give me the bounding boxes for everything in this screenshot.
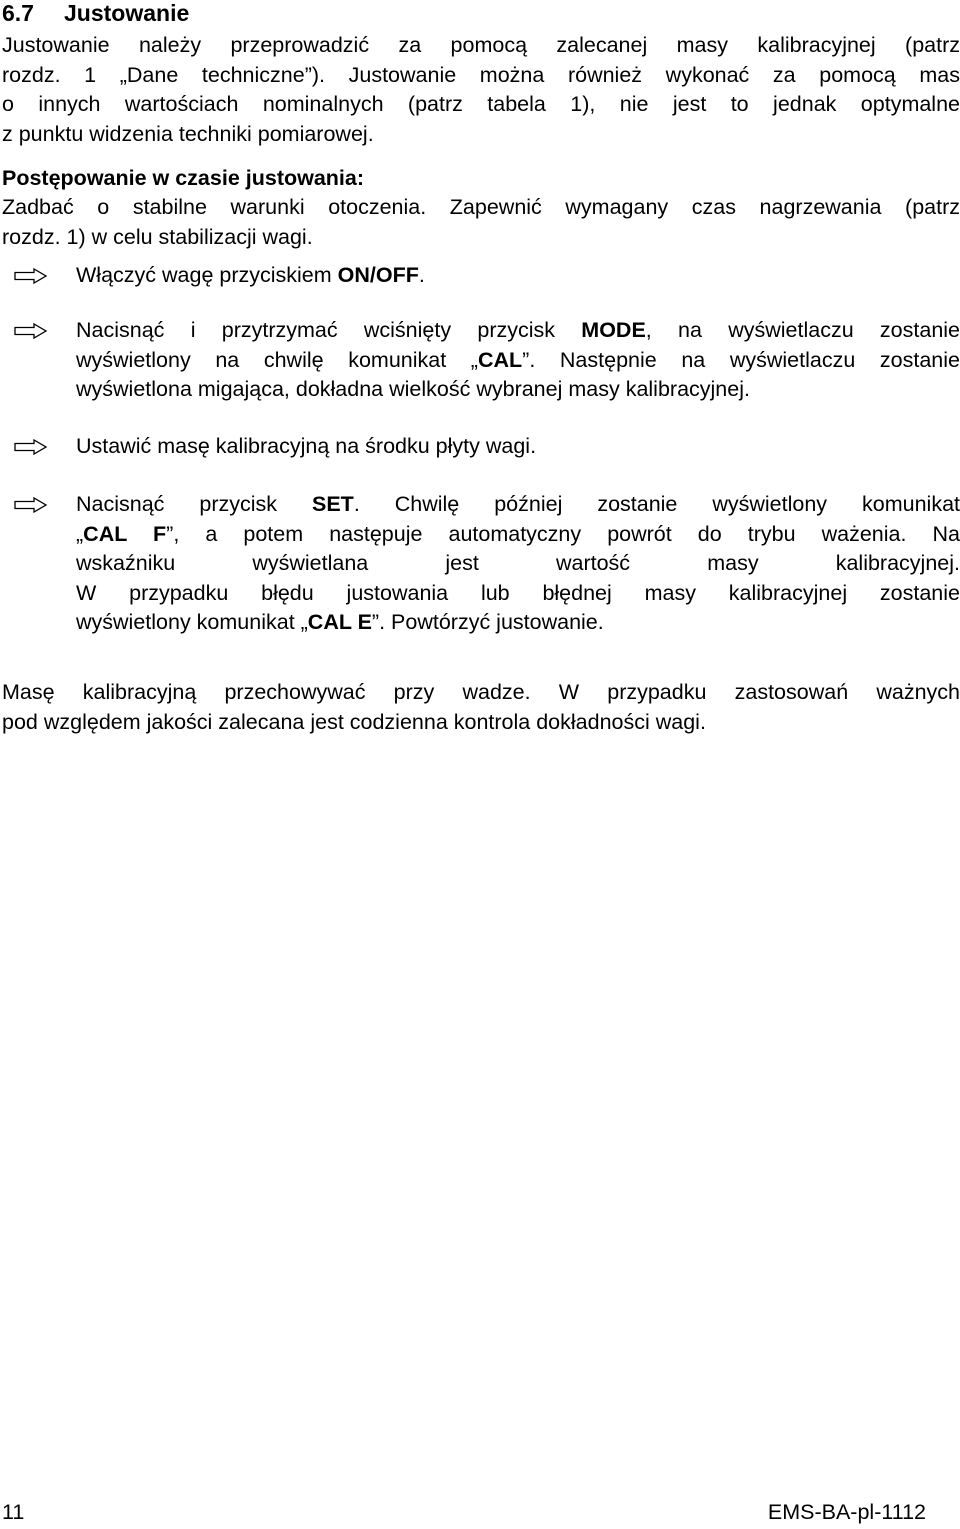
hollow-right-arrow-icon: [14, 439, 48, 455]
step-text-run: wyświetlony komunikat „: [76, 610, 308, 634]
procedure-line: Zadbać o stabilne warunki otoczenia. Zapewnić wymagany czas nagrzewania (patrz: [2, 195, 960, 219]
procedure-heading-text: Postępowanie w czasie justowania:: [2, 166, 365, 190]
section-title: Justowanie: [64, 0, 190, 26]
closing-line: pod względem jakości zalecana jest codzienna kontrola dokładności wagi.: [2, 709, 706, 734]
step-line: [76, 316, 960, 346]
hollow-right-arrow-icon: [14, 323, 48, 339]
step-text-run: wyświetlona migająca, dokładna wielkość wybranej masy kalibracyjnej.: [76, 377, 750, 401]
step-text-run: W przypadku błędu justowania lub błędnej masy kalibracyjnej zostanie: [76, 580, 960, 605]
step-text: [76, 432, 960, 462]
intro-paragraph: [2, 31, 960, 149]
closing-paragraph: [2, 678, 960, 737]
step-text: [76, 490, 960, 638]
key-label: MODE: [581, 318, 646, 342]
page-number: 11: [2, 1500, 25, 1524]
step-text-run: wyświetlony na chwilę komunikat „: [76, 347, 478, 372]
intro-line: z punktu widzenia techniki pomiarowej.: [2, 121, 374, 146]
key-label: CAL E: [307, 610, 372, 634]
intro-line: rozdz. 1 „Dane techniczne”). Justowanie można również wykonać za pomocą mas: [2, 62, 960, 87]
step-text: [76, 316, 960, 405]
intro-line: o innych wartościach nominalnych (patrz tabela 1), nie jest to jednak optymalne: [2, 92, 960, 116]
step-text-run: ”. Powtórzyć justowanie.: [371, 610, 604, 634]
step-text-run: Włączyć wagę przyciskiem: [76, 263, 338, 287]
step-line: [76, 520, 960, 550]
step-text-run: , na wyświetlaczu zostanie: [645, 318, 960, 342]
step-line: [76, 579, 960, 609]
step-text-run: ”, a potem następuje automatyczny powrót do trybu ważenia. Na: [166, 521, 960, 546]
section-number: 6.7: [2, 0, 34, 26]
step-line: [76, 608, 960, 638]
procedure-heading: [2, 164, 960, 194]
hollow-right-arrow-icon: [14, 268, 48, 284]
step-line: [76, 432, 960, 462]
step-text-run: Nacisnąć i przytrzymać wciśnięty przycisk: [76, 318, 582, 342]
step-text-run: ”. Następnie na wyświetlaczu zostanie: [522, 347, 960, 372]
procedure-paragraph: [2, 193, 960, 252]
step-line: [76, 375, 960, 405]
hollow-right-arrow-icon: [14, 497, 48, 513]
step-text-run: . Chwilę później zostanie wyświetlony komunikat: [353, 492, 960, 516]
step-text-run: Nacisnąć przycisk: [76, 492, 312, 516]
procedure-line: rozdz. 1) w celu stabilizacji wagi.: [2, 224, 313, 249]
section-heading: [2, 0, 189, 28]
step-line: [76, 346, 960, 376]
closing-line: Masę kalibracyjną przechowywać przy wadze. W przypadku zastosowań ważnych: [2, 680, 960, 704]
document-code: EMS-BA-pl-1112: [767, 1500, 926, 1524]
key-label: SET: [311, 492, 354, 516]
step-text-run: „: [76, 521, 84, 546]
step-text-run: .: [418, 263, 425, 287]
step-text: [76, 261, 960, 291]
key-label: CAL F: [83, 521, 167, 546]
key-label: ON/OFF: [337, 263, 419, 287]
step-line: [76, 261, 960, 291]
step-text-run: wskaźniku wyświetlana jest wartość masy kalibracyjnej.: [76, 551, 960, 575]
step-line: [76, 549, 960, 579]
step-text-run: Ustawić masę kalibracyjną na środku płyty wagi.: [76, 434, 537, 458]
key-label: CAL: [477, 347, 523, 372]
step-line: [76, 490, 960, 520]
intro-line: Justowanie należy przeprowadzić za pomocą zalecanej masy kalibracyjnej (patrz: [2, 33, 960, 57]
